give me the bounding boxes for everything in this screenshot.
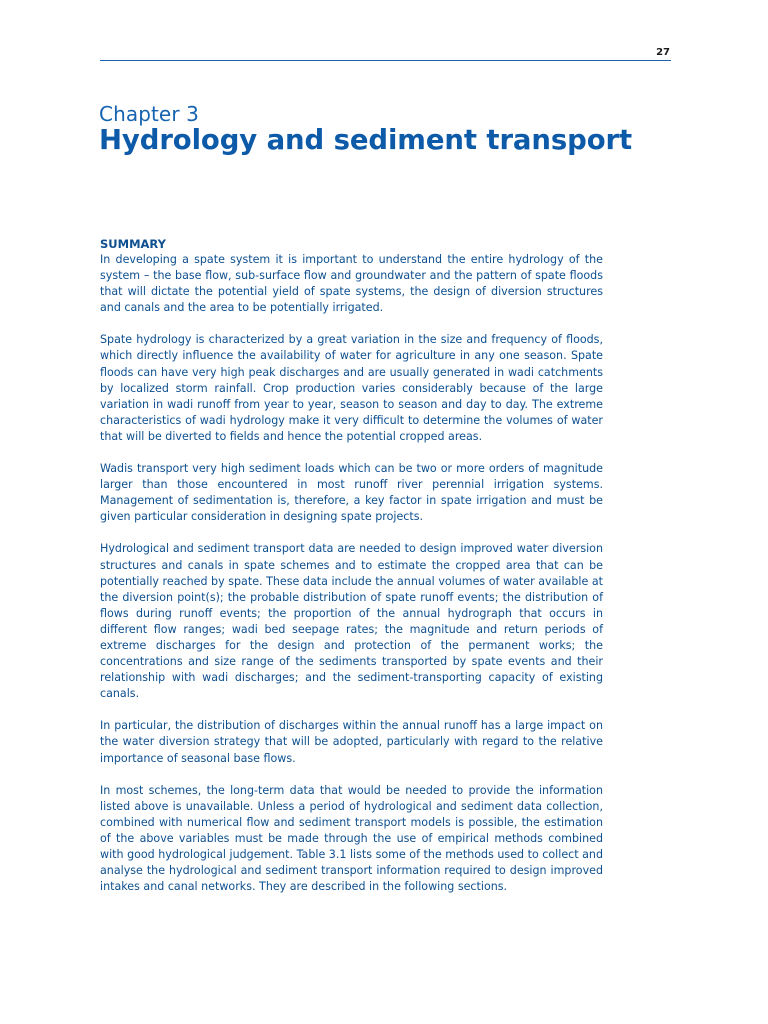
summary-paragraph-3: Wadis transport very high sediment loads which can be two or more orders of magnitude larger than those encountered in most runoff river perennial irrigation systems. Management of sedimentation is, therefore, a key factor in spate irrigation and must be given particular consideration in designing spate projects. bbox=[100, 462, 603, 524]
summary-paragraph-2: Spate hydrology is characterized by a great variation in the size and frequency of floods, which directly influence the availability of water for agriculture in any one season. Spate floods can have very high peak discharges and are usually generated in wadi catchments by localized storm rainfall. Crop production varies considerably because of the large variation in wadi runoff from year to year, season to season and day to day. The extreme characteristics of wadi hydrology make it very difficult to determine the volumes of water that will be diverted to fields and hence the potential cropped areas. bbox=[100, 333, 603, 443]
summary-paragraph-6: In most schemes, the long-term data that would be needed to provide the information listed above is unavailable. Unless a period of hydrological and sediment data collection, combined with numerical flow and sediment transport models is possible, the estimation of the above variables must be made through the use of empirical methods combined with good hydrological judgement. Table 3.1 lists some of the methods used to collect and analyse the hydrological and sediment transport information required to design improved intakes and canal networks. They are described in the following sections. bbox=[100, 783, 603, 894]
page-number: 27 bbox=[656, 47, 670, 58]
header-rule bbox=[100, 60, 671, 61]
summary-paragraph-5: In particular, the distribution of discharges within the annual runoff has a large impact on the water diversion strategy that will be adopted, particularly with regard to the relative importance of seasonal base flows. bbox=[100, 719, 603, 765]
chapter-label: Chapter 3 bbox=[99, 102, 199, 126]
summary-heading: SUMMARY bbox=[100, 237, 166, 251]
summary-paragraph-1: In developing a spate system it is important to understand the entire hydrology of the system – the base flow, sub-surface flow and groundwater and the pattern of spate floods that will dictate the potential yield of spate systems, the design of diversion structures and canals and the area to be potentially irrigated. bbox=[100, 253, 603, 315]
summary-paragraph-4: Hydrological and sediment transport data are needed to design improved water diversion structures and canals in spate schemes and to estimate the cropped area that can be potentially reached by spate. These data include the annual volumes of water available at the diversion point(s); the probable distribution of spate runoff events; the distribution of flows during runoff events; the proportion of the annual hydrograph that occurs in different flow ranges; wadi bed seepage rates; the magnitude and return periods of extreme discharges for the design and protection of the permanent works; the concentrations and size range of the sediments transported by spate events and their relationship with wadi discharges; and the sediment-transporting capacity of existing canals. bbox=[100, 542, 603, 701]
summary-section bbox=[100, 236, 603, 911]
chapter-title: Hydrology and sediment transport bbox=[99, 124, 633, 156]
